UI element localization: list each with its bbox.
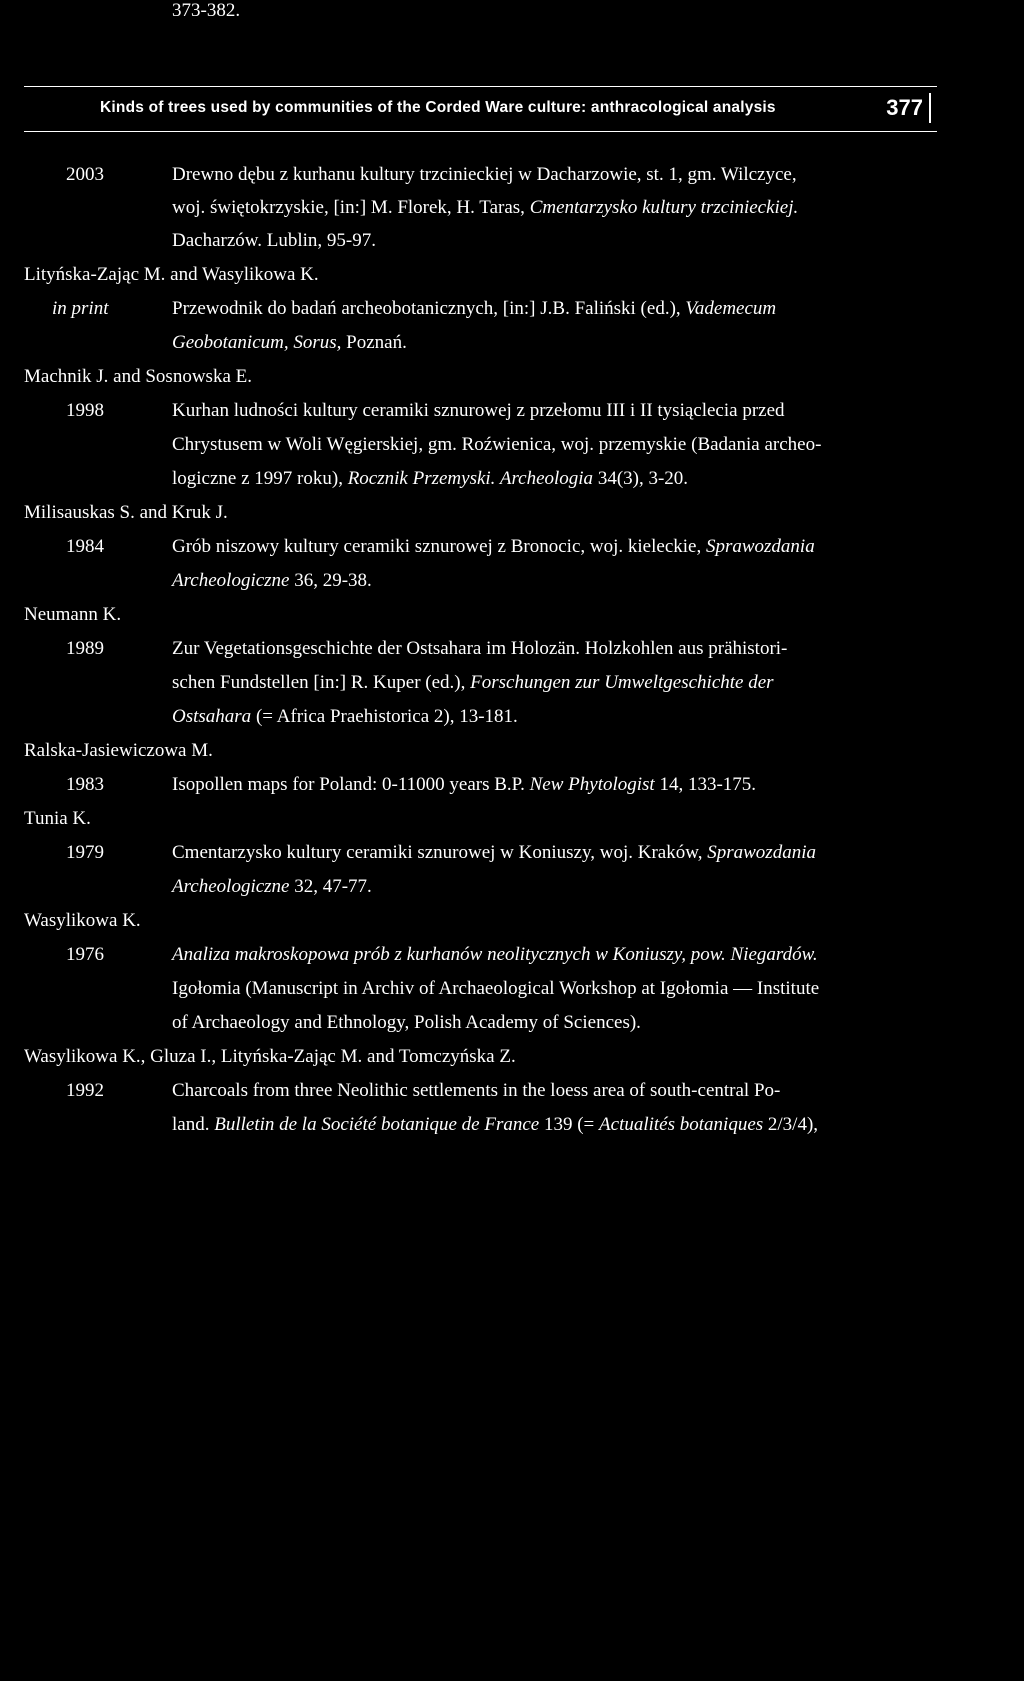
- reference-text-line: [172, 978, 819, 1000]
- reference-text-line: [172, 944, 818, 966]
- reference-author: Wasylikowa K.: [24, 910, 141, 931]
- text-segment: (= Africa Praehistorica 2), 13-181.: [251, 706, 518, 727]
- reference-year: 1984: [66, 536, 104, 557]
- reference-text-line: [172, 1012, 641, 1034]
- italic-title: Archeologiczne: [172, 876, 290, 897]
- reference-year: 1989: [66, 638, 104, 659]
- reference-text-line: [172, 197, 798, 219]
- text-segment: schen Fundstellen [in:] R. Kuper (ed.),: [172, 672, 471, 693]
- reference-text-line: [172, 570, 372, 592]
- reference-author: Tunia K.: [24, 808, 91, 829]
- italic-title: Geobotanicum, Sorus,: [172, 332, 342, 353]
- italic-title: Bulletin de la Société botanique de France: [214, 1114, 540, 1135]
- text-segment: Kurhan ludności kultury ceramiki sznurowej z przełomu III i II tysiąclecia przed: [172, 400, 785, 421]
- reference-text-line: [172, 672, 774, 694]
- text-segment: 36, 29-38.: [289, 570, 372, 591]
- reference-text-line: [172, 1080, 780, 1102]
- text-segment: 32, 47-77.: [289, 876, 372, 897]
- reference-author: Neumann K.: [24, 604, 122, 625]
- reference-text-line: [172, 468, 688, 490]
- reference-text-line: [172, 0, 240, 22]
- text-segment: 139 (=: [539, 1114, 600, 1135]
- running-header: [24, 86, 937, 132]
- italic-title: Cmentarzysko kultury trzcinieckiej.: [529, 197, 799, 218]
- italic-title: Archeologiczne: [172, 570, 290, 591]
- italic-title: Actualités botaniques: [599, 1114, 764, 1135]
- reference-year: 2003: [66, 164, 104, 185]
- italic-title: Sprawozdania: [707, 842, 816, 863]
- reference-year: 1992: [66, 1080, 104, 1101]
- reference-author: Ralska-Jasiewiczowa M.: [24, 740, 213, 761]
- text-segment: land.: [172, 1114, 215, 1135]
- text-segment: Przewodnik do badań archeobotanicznych, [in:] J.B. Faliński (ed.),: [172, 298, 686, 319]
- reference-text-line: [172, 434, 821, 456]
- reference-text-line: [172, 1114, 818, 1136]
- text-segment: Chrystusem w Woli Węgierskiej, gm. Roźwienica, woj. przemyskie (Badania archeo-: [172, 434, 822, 455]
- reference-text-line: [172, 298, 776, 320]
- italic-title: Rocznik Przemyski. Archeologia: [347, 468, 594, 489]
- text-segment: Cmentarzysko kultury ceramiki sznurowej w Koniuszy, woj. Kraków,: [172, 842, 708, 863]
- text-segment: Isopollen maps for Poland: 0-11000 years B.P.: [172, 774, 530, 795]
- reference-text-line: [172, 638, 787, 660]
- reference-year: 1983: [66, 774, 104, 795]
- text-segment: Poznań.: [341, 332, 407, 353]
- italic-title: Forschungen zur Umweltgeschichte der: [470, 672, 774, 693]
- text-segment: Zur Vegetationsgeschichte der Ostsahara im Holozän. Holzkohlen aus prähistori-: [172, 638, 788, 659]
- text-segment: Charcoals from three Neolithic settlements in the loess area of south-central Po-: [172, 1080, 781, 1101]
- reference-text-line: [172, 774, 756, 796]
- italic-title: Ostsahara: [172, 706, 252, 727]
- text-segment: 14, 133-175.: [654, 774, 757, 795]
- reference-author: Milisauskas S. and Kruk J.: [24, 502, 228, 523]
- text-segment: woj. świętokrzyskie, [in:] M. Florek, H. Taras,: [172, 197, 530, 218]
- reference-text-line: [172, 706, 518, 728]
- reference-author: Machnik J. and Sosnowska E.: [24, 366, 252, 387]
- text-segment: logiczne z 1997 roku),: [172, 468, 348, 489]
- reference-year: 1979: [66, 842, 104, 863]
- reference-year: 1976: [66, 944, 104, 965]
- text-segment: of Archaeology and Ethnology, Polish Academy of Sciences).: [172, 1012, 641, 1033]
- text-segment: 34(3), 3-20.: [593, 468, 689, 489]
- reference-year: in print: [52, 298, 109, 319]
- header-title: Kinds of trees used by communities of the Corded Ware culture: anthracological analysis: [100, 99, 776, 116]
- italic-title: New Phytologist: [529, 774, 655, 795]
- italic-title: Sprawozdania: [705, 536, 815, 557]
- reference-year: 1998: [66, 400, 104, 421]
- reference-text-line: [172, 400, 785, 422]
- italic-title: Vademecum: [685, 298, 777, 319]
- reference-text-line: [172, 842, 816, 864]
- text-segment: Dacharzów. Lublin, 95-97.: [172, 230, 377, 251]
- text-segment: Grób niszowy kultury ceramiki sznurowej z Bronocic, woj. kieleckie,: [172, 536, 706, 557]
- reference-text-line: [172, 876, 372, 898]
- text-segment: 2/3/4),: [763, 1114, 819, 1135]
- italic-title: Analiza makroskopowa prób z kurhanów neolitycznych w Koniuszy, pow. Niegardów.: [172, 944, 818, 965]
- text-segment: 373-382.: [172, 0, 241, 21]
- reference-author: Lityńska-Zając M. and Wasylikowa K.: [24, 264, 319, 285]
- reference-text-line: [172, 536, 815, 558]
- reference-text-line: [172, 164, 797, 186]
- reference-text-line: [172, 230, 376, 252]
- text-segment: Drewno dębu z kurhanu kultury trzcinieckiej w Dacharzowie, st. 1, gm. Wilczyce,: [172, 164, 797, 185]
- page-number: 377: [886, 93, 931, 123]
- text-segment: Igołomia (Manuscript in Archiv of Archaeological Workshop at Igołomia — Institute: [172, 978, 820, 999]
- reference-text-line: [172, 332, 407, 354]
- reference-author: Wasylikowa K., Gluza I., Lityńska-Zając M. and Tomczyńska Z.: [24, 1046, 516, 1067]
